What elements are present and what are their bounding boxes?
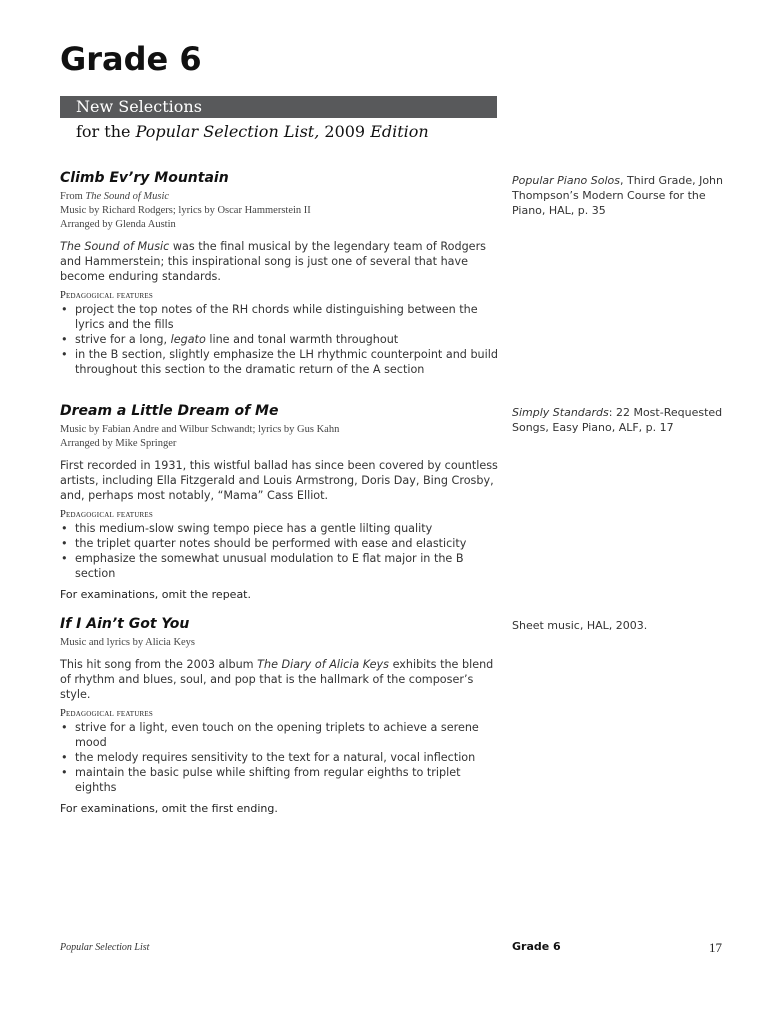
entry-arranger: Arranged by Glenda Austin <box>60 219 176 230</box>
entry-music-credit: Music and lyrics by Alicia Keys <box>60 637 196 648</box>
feature-em: legato <box>170 333 206 346</box>
entry-description <box>60 239 500 284</box>
list-item: • strive for a light, even touch on the opening triplets to achieve a serene mood <box>60 720 500 750</box>
entry-title: Dream a Little Dream of Me <box>60 403 279 419</box>
list-item: • the melody requires sensitivity to the text for a natural, vocal inflection <box>60 750 500 765</box>
list-item: • project the top notes of the RH chords while distinguishing between the lyrics and the fills <box>60 302 500 332</box>
entry-source <box>512 173 742 218</box>
source-title: Simply Standards <box>512 406 609 419</box>
entry-music-credit: Music by Fabian Andre and Wilbur Schwandt; lyrics by Gus Kahn <box>60 424 340 435</box>
page-number: 17 <box>709 940 722 955</box>
from-work: The Sound of Music <box>85 191 170 202</box>
banner-subtitle <box>76 122 429 141</box>
entry-music-credit: Music by Richard Rodgers; lyrics by Oscar Hammerstein II <box>60 205 311 216</box>
banner-sub-list-name: Popular Selection List, <box>135 122 320 141</box>
entry-if-i-aint-got-you <box>60 616 500 815</box>
feature-pre: strive for a long, <box>75 333 168 346</box>
new-selections-banner: New Selections <box>60 96 497 118</box>
banner-sub-year: 2009 <box>324 122 366 141</box>
feature-post: line and tonal warmth throughout <box>209 333 399 346</box>
list-item: • emphasize the somewhat unusual modulation to E flat major in the B section <box>60 551 500 581</box>
banner-sub-suffix: Edition <box>370 122 429 141</box>
entry-arranger: Arranged by Mike Springer <box>60 438 177 449</box>
footer-list-name: Popular Selection List <box>60 942 150 953</box>
entry-dream-a-little-dream <box>60 403 500 601</box>
source-title: Popular Piano Solos <box>512 174 620 187</box>
pedagogical-features-heading: Pedagogical features <box>60 509 153 520</box>
entry-source: Sheet music, HAL, 2003. <box>512 619 648 632</box>
list-item: • in the B section, slightly emphasize the LH rhythmic counterpoint and build throughout this section to the dramatic return of the A section <box>60 347 500 377</box>
list-item: • maintain the basic pulse while shifting from regular eighths to triplet eighths <box>60 765 500 795</box>
list-item <box>60 332 500 347</box>
entry-description <box>60 657 500 702</box>
description-pre: This hit song from the 2003 album <box>60 658 254 671</box>
footer-grade: Grade 6 <box>512 940 561 953</box>
description-work: The Sound of Music <box>60 240 170 253</box>
description-text: was the final musical by the legendary team of Rodgers and Hammerstein; this inspirational song is just one of several that have become enduring standards. <box>60 240 486 283</box>
entry-title: Climb Ev’ry Mountain <box>60 170 229 186</box>
list-item: • the triplet quarter notes should be performed with ease and elasticity <box>60 536 500 551</box>
pedagogical-features-heading: Pedagogical features <box>60 290 153 301</box>
entry-climb-every-mountain <box>60 170 500 377</box>
entry-from <box>60 190 500 204</box>
pedagogical-features-list <box>60 302 500 377</box>
page-title: Grade 6 <box>60 40 202 78</box>
source-text: : 22 Most-Requested Songs, Easy Piano, ALF, p. 17 <box>512 406 723 434</box>
description-text: exhibits the blend of rhythm and blues, soul, and pop that is the hallmark of the composer’s style. <box>60 658 494 701</box>
exam-note: For examinations, omit the first ending. <box>60 802 278 815</box>
from-prefix: From <box>60 191 83 202</box>
banner-sub-prefix: for the <box>76 122 131 141</box>
exam-note: For examinations, omit the repeat. <box>60 588 251 601</box>
pedagogical-features-list <box>60 720 500 795</box>
pedagogical-features-list <box>60 521 500 581</box>
entry-source <box>512 405 742 435</box>
list-item: • this medium-slow swing tempo piece has a gentle lilting quality <box>60 521 500 536</box>
description-work: The Diary of Alicia Keys <box>257 658 390 671</box>
entry-title: If I Ain’t Got You <box>60 616 190 632</box>
pedagogical-features-heading: Pedagogical features <box>60 708 153 719</box>
entry-description: First recorded in 1931, this wistful ballad has since been covered by countless artists, including Ella Fitzgerald and Louis Armstrong, Doris Day, Bing Crosby, and, perhaps most notably, “Mama” Cass Elliot. <box>60 459 498 502</box>
source-text: , Third Grade, John Thompson’s Modern Course for the Piano, HAL, p. 35 <box>512 174 723 217</box>
